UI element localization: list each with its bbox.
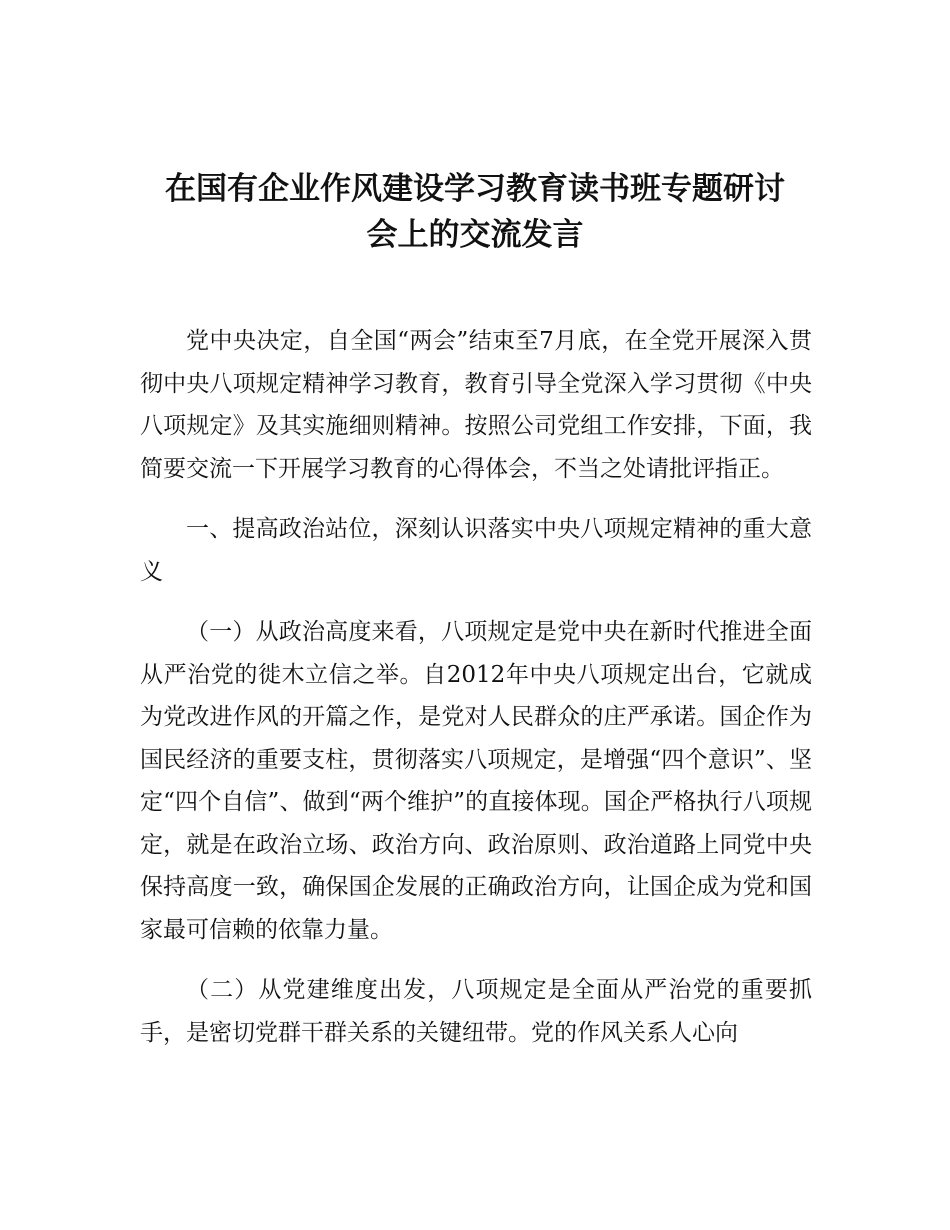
intro-paragraph: 党中央决定，自全国“两会”结束至7月底，在全党开展深入贯彻中央八项规定精神学习教育，教育引导全党深入学习贯彻《中央八项规定》及其实施细则精神。按照公司党组工作安排，下面，我简要交流一下开展学习教育的心得体会，不当之处请批评指正。 bbox=[140, 328, 812, 482]
section-heading-1: 一、提高政治站位，深刻认识落实中央八项规定精神的重大意义 bbox=[140, 516, 812, 585]
document-title bbox=[120, 166, 830, 258]
title-line-2: 会上的交流发言 bbox=[366, 217, 584, 253]
document-body bbox=[140, 320, 812, 1072]
subsection-paragraph-1: （一）从政治高度来看，八项规定是党中央在新时代推进全面从严治党的徙木立信之举。自2012年中央八项规定出台，它就成为党改进作风的开篇之作，是党对人民群众的庄严承诺。国企作为国民经济的重要支柱，贯彻落实八项规定，是增强“四个意识”、坚定“四个自信”、做到“两个维护”的直接体现。国企严格执行八项规定，就是在政治立场、政治方向、政治原则、政治道路上同党中央保持高度一致，确保国企发展的正确政治方向，让国企成为党和国家最可信赖的依靠力量。 bbox=[140, 619, 812, 943]
subsection-paragraph-2: （二）从党建维度出发，八项规定是全面从严治党的重要抓手，是密切党群干群关系的关键纽带。党的作风关系人心向 bbox=[140, 977, 812, 1046]
title-line-1: 在国有企业作风建设学习教育读书班专题研讨 bbox=[165, 171, 785, 207]
